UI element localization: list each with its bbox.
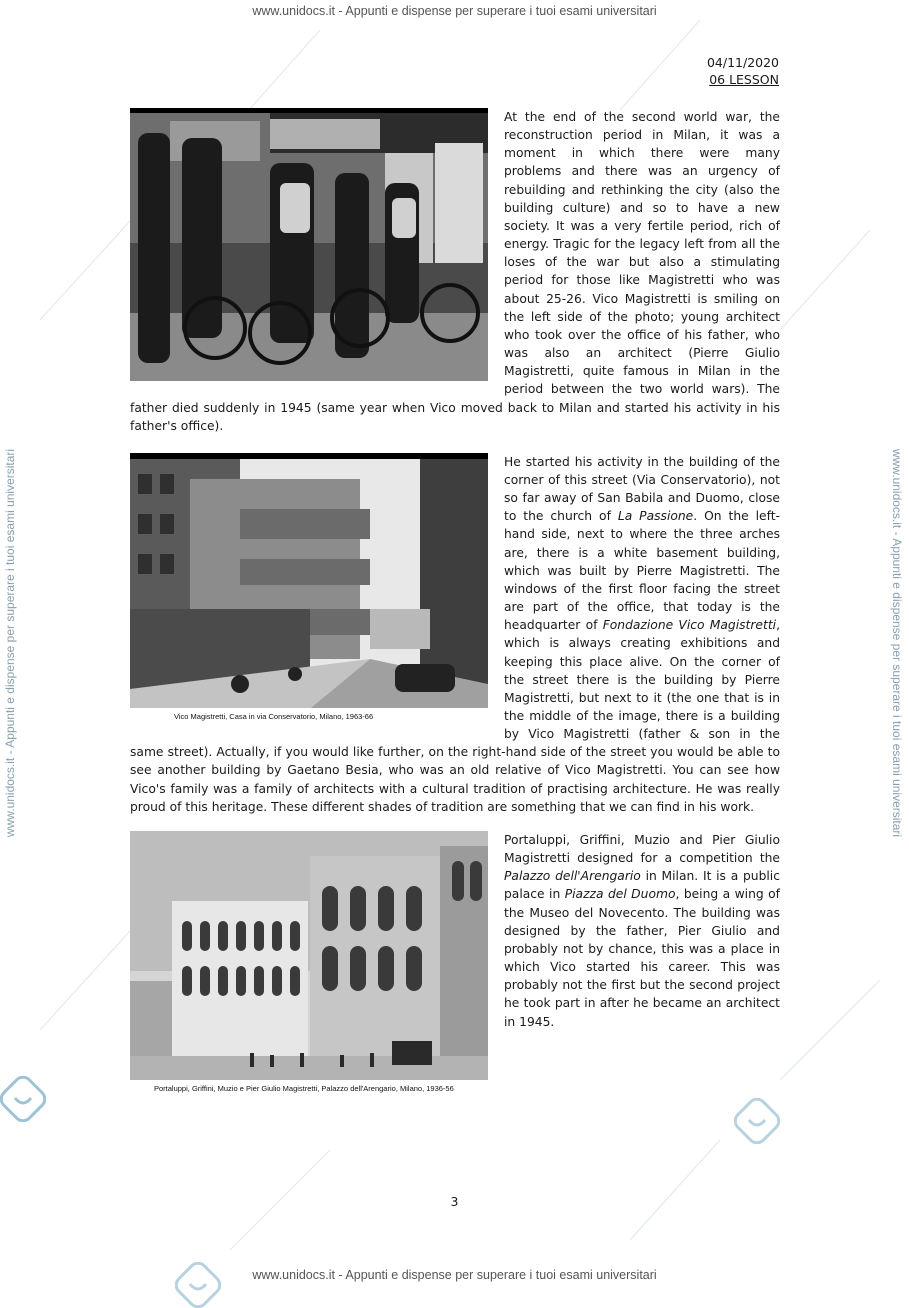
section-arengario bbox=[130, 831, 780, 1099]
photo-icon bbox=[130, 459, 488, 725]
unidocs-logo-icon bbox=[175, 1262, 221, 1308]
document-header bbox=[707, 54, 779, 88]
photo-icon bbox=[130, 113, 488, 381]
page-number: 3 bbox=[450, 1194, 459, 1209]
emphasis-text: Fondazione Vico Magistretti bbox=[602, 618, 777, 633]
photo-casa-via-conservatorio bbox=[130, 453, 488, 725]
image-caption: Portaluppi, Griffini, Muzio e Pier Giulio Magistretti, Palazzo dell'Arengario, Milano, 1936-56 bbox=[130, 1080, 488, 1097]
emphasis-text: Palazzo dell'Arengario bbox=[504, 869, 641, 884]
unidocs-logo-icon bbox=[0, 1076, 46, 1122]
emphasis-text: Piazza del Duomo bbox=[564, 887, 676, 902]
photo-icon bbox=[130, 831, 488, 1097]
section-via-conservatorio bbox=[130, 453, 780, 816]
document-body bbox=[130, 108, 780, 1099]
lesson-title: 06 LESSON bbox=[709, 72, 779, 87]
unidocs-logo-icon bbox=[734, 1098, 780, 1144]
image-caption: Vico Magistretti, Casa in via Conservatorio, Milano, 1963-66 bbox=[130, 708, 488, 725]
emphasis-text: La Passione bbox=[617, 509, 694, 524]
watermark-top: www.unidocs.it - Appunti e dispense per superare i tuoi esami universitari bbox=[252, 4, 657, 18]
watermark-right: www.unidocs.it - Appunti e dispense per superare i tuoi esami universitari bbox=[890, 448, 904, 838]
photo-palazzo-arengario bbox=[130, 831, 488, 1097]
paragraph-text: He started his activity in the building of the corner of this street (Via Conservatorio), not so far away of San Babila and Duomo, close to the church of La Passione. On the left-hand side, next to where the three arches are, there is a white basement building, which was built by Pierre Magistretti. The windows of the first floor facing the street are part of the office, that today is the headquarter of Fondazione Vico Magistretti, which is always creating exhibitions and keeping this place alive. On the corner of the street there is the building by Pierre Magistretti, but next to it (the one that is in the middle of the image, there is a building by Vico Magistretti (father & son in the same street). Actually, if you would like further, on the right-hand side of the street you would be able to see another building by Gaetano Besia, who was an old relative of Vico Magistretti. You can see how Vico's family was a family of architects with a cultural tradition of practising architecture. He was really proud of this heritage. These different shades of tradition are something that we can find in his work. bbox=[130, 454, 780, 814]
paragraph-text: At the end of the second world war, the reconstruction period in Milan, it was a moment in which there were many problems and there was an urgency of rebuilding and rethinking the city (also the building culture) and so to have a new society. It was a very fertile period, rich of energy. Tragic for the legacy left from all the loses of the war but also a stimulating period for those like Magistretti who was about 25-26. Vico Magistretti is smiling on the left side of the photo; young architect who took over the office of his father, who was also an architect (Pierre Giulio Magistretti, quite famous in Milan in the period between the two world wars). The father died suddenly in 1945 (same year when Vico moved back to Milan and started his activity in his father's office). bbox=[130, 110, 780, 433]
section-reconstruction bbox=[130, 108, 780, 435]
watermark-bottom: www.unidocs.it - Appunti e dispense per superare i tuoi esami universitari bbox=[252, 1268, 657, 1282]
watermark-left: www.unidocs.it - Appunti e dispense per superare i tuoi esami universitari bbox=[3, 448, 17, 838]
paragraph-text: Portaluppi, Griffini, Muzio and Pier Giulio Magistretti designed for a competition the Palazzo dell'Arengario in Milan. It is a public palace in Piazza del Duomo, being a wing of the Museo del Novecento. The building was designed by the father, Pier Giulio and probably not by chance, this was a place in which Vico started his career. This was probably not the first but the second project he took part in after he became an architect in 1945. bbox=[504, 832, 780, 1029]
lesson-date: 04/11/2020 bbox=[706, 55, 779, 70]
photo-magistretti-group bbox=[130, 108, 488, 381]
